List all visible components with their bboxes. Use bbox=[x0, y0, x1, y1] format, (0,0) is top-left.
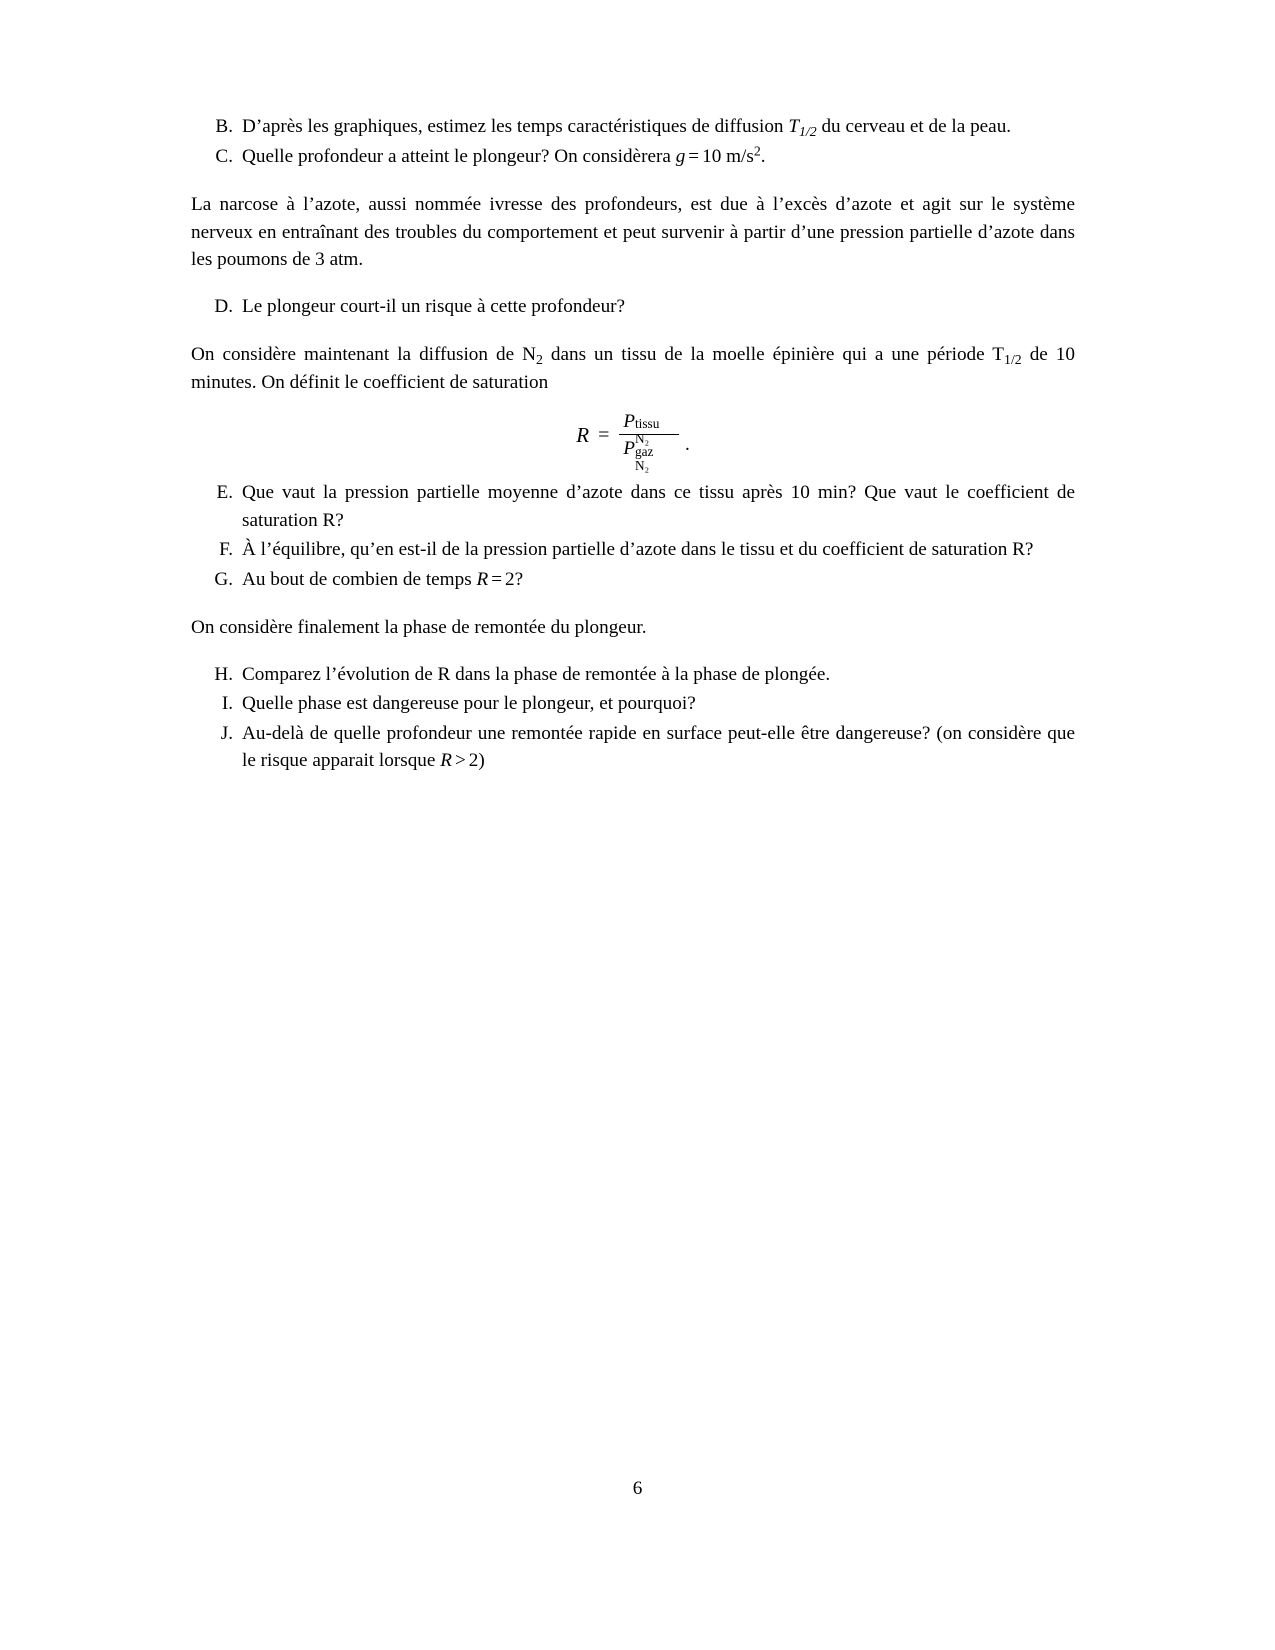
question-text-c: Quelle profondeur a atteint le plongeur? On considèrera g = 10 $m/s^2$. bbox=[242, 142, 766, 167]
question-text-b: D’après les graphiques, estimez les temps caractéristiques de diffusion $T_{1/2}$ du cerveau et de la peau. bbox=[242, 116, 1012, 139]
question-text-j: Au-delà de quelle profondeur une remontée rapide en surface peut-elle être dangereuse? (on considère que le risque apparait lorsque R > 2) bbox=[242, 722, 1075, 772]
question-text-h: Comparez l’évolution de R dans la phase de remontée à la phase de plongée. bbox=[242, 663, 831, 685]
question-text-d: Le plongeur court-il un risque à cette profondeur? bbox=[242, 295, 626, 317]
question-list-middle bbox=[191, 479, 1075, 593]
paragraph-remontee: On considère finalement la phase de remontée du plongeur. bbox=[191, 617, 647, 639]
numerator-superscript: tissu bbox=[634, 416, 660, 432]
question-label-h: H. bbox=[214, 663, 233, 685]
equation-lhs: R bbox=[576, 422, 590, 447]
question-label-b: B. bbox=[215, 116, 233, 137]
question-item-h bbox=[191, 661, 1075, 689]
question-item-f bbox=[191, 536, 1075, 564]
question-item-d bbox=[191, 293, 1075, 321]
question-label-e: E. bbox=[216, 482, 233, 504]
subscript-t-half: 1/2 bbox=[1004, 351, 1022, 367]
question-label-c: C. bbox=[215, 145, 233, 167]
paragraph-narcose: La narcose à l’azote, aussi nommée ivresse des profondeurs, est due à l’excès d’azote et agit sur le système nerveux en entraînant des troubles du comportement et peut survenir à partir d’une pression partielle d’azote dans les poumons de 3 atm. bbox=[191, 194, 1075, 270]
page-number: 6 bbox=[632, 1478, 643, 1499]
math-g-value: g = 10 $m/s^2$ bbox=[675, 142, 761, 167]
question-label-d: D. bbox=[214, 295, 233, 317]
page-content bbox=[191, 113, 1075, 775]
question-label-j: J. bbox=[220, 722, 233, 744]
math-r-greater-2: R > 2 bbox=[440, 750, 479, 772]
question-item-j bbox=[191, 720, 1075, 775]
question-text-f: À l’équilibre, qu’en est-il de la pression partielle d’azote dans le tissu et du coefficient de saturation R? bbox=[242, 539, 1034, 561]
denominator-subscript: N₂ bbox=[634, 458, 650, 474]
paragraph-moelle: On considère maintenant la diffusion de $N_2$ dans un tissu de la moelle épinière qui a une période $T_{1/2}$ de 10 minutes. On définit le coefficient de saturation bbox=[191, 344, 1075, 393]
equation-trailing-period: . bbox=[684, 434, 690, 456]
question-item-c bbox=[191, 143, 1075, 171]
math-r-equals-2: R = 2 bbox=[476, 568, 515, 590]
subscript-n2-a: 2 bbox=[535, 351, 543, 367]
question-label-i: I. bbox=[221, 693, 233, 715]
question-text-g: Au bout de combien de temps R = 2? bbox=[242, 568, 524, 590]
question-list-top bbox=[191, 113, 1075, 170]
equation-inner bbox=[576, 411, 690, 474]
question-list-d bbox=[191, 293, 1075, 321]
denominator-symbol: P bbox=[623, 438, 635, 460]
math-T-half: $T_{1/2}$ bbox=[788, 116, 817, 139]
numerator-symbol: P bbox=[623, 411, 635, 432]
numerator-subscript: N₂ bbox=[634, 431, 650, 447]
equation-saturation-coefficient bbox=[191, 411, 1075, 474]
fraction-numerator bbox=[619, 411, 679, 447]
question-item-b bbox=[191, 113, 1075, 141]
question-label-g: G. bbox=[214, 568, 233, 590]
question-label-f: F. bbox=[219, 539, 233, 561]
question-item-e bbox=[191, 479, 1075, 534]
question-item-i bbox=[191, 690, 1075, 718]
denominator-superscript: gaz bbox=[634, 443, 654, 459]
question-text-e: Que vaut la pression partielle moyenne d’azote dans ce tissu après 10 min? Que vaut le coefficient de saturation R? bbox=[242, 482, 1075, 531]
question-item-g bbox=[191, 566, 1075, 594]
equation-operator: = bbox=[598, 423, 610, 446]
question-text-i: Quelle phase est dangereuse pour le plongeur, et pourquoi? bbox=[242, 693, 696, 715]
question-list-bottom bbox=[191, 661, 1075, 775]
equation-fraction bbox=[619, 411, 679, 474]
